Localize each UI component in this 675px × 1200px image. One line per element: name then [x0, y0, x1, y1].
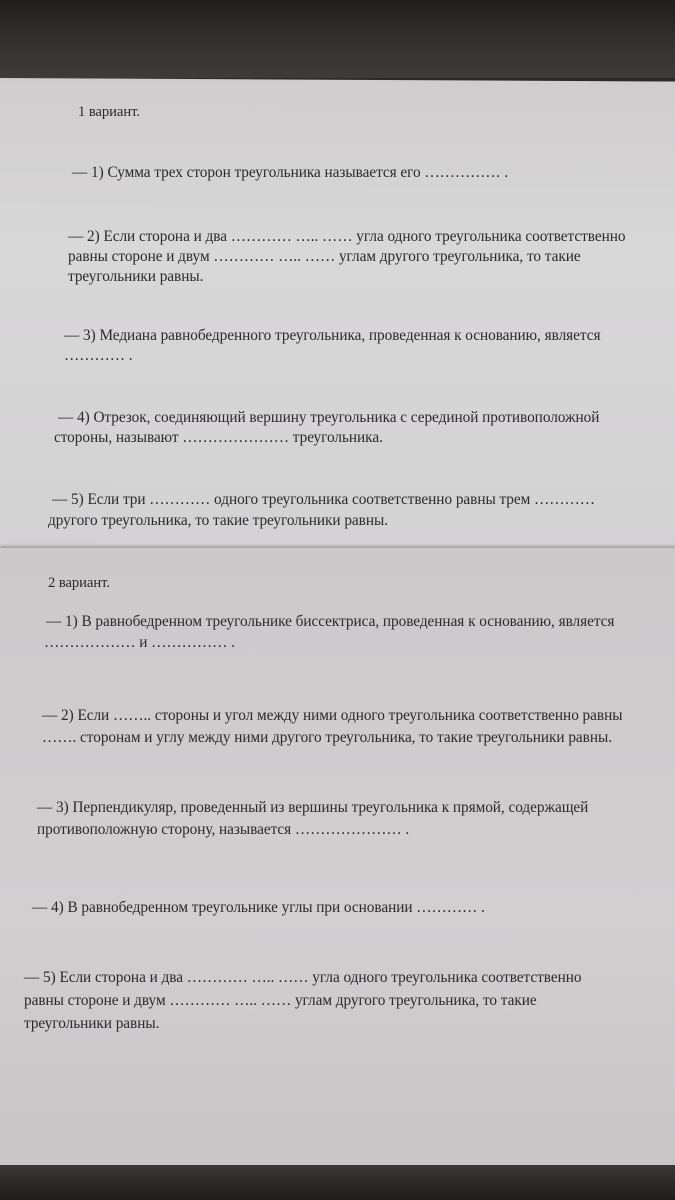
v2-item-5-line-3: треугольники равны.: [24, 1015, 160, 1032]
v2-item-1-line-2: ……………… и …………… .: [44, 634, 235, 651]
v2-item-3-line-2: противоположную сторону, называется ………………… .: [37, 821, 410, 838]
v2-item-3-line-1: — 3) Перпендикуляр, проведенный из вершины треугольника к прямой, содержащей: [37, 799, 589, 816]
variant-2-title: 2 вариант.: [48, 575, 110, 591]
v2-item-1-line-1: — 1) В равнобедренном треугольнике биссектриса, проведенная к основанию, является: [46, 613, 615, 630]
v2-item-4-line-1: — 4) В равнобедренном треугольнике углы при основании ………… .: [32, 899, 485, 916]
v1-item-1-line-1: — 1) Сумма трех сторон треугольника называется его …………… .: [72, 164, 509, 181]
v1-item-4-line-2: стороны, называют ………………… треугольника.: [54, 429, 383, 446]
v1-item-2-line-1: — 2) Если сторона и два ………… ….. …… угла одного треугольника соответственно: [68, 228, 626, 245]
v1-item-2-line-2: равны стороне и двум ………… ….. …… углам другого треугольника, то такие: [68, 248, 581, 265]
background-top: [0, 0, 675, 78]
background-bottom: [0, 1165, 675, 1200]
v2-item-5-line-2: равны стороне и двум ………… ….. …… углам другого треугольника, то такие: [24, 992, 537, 1009]
v2-item-2-line-1: — 2) Если …….. стороны и угол между ними одного треугольника соответственно равны: [42, 707, 623, 724]
v2-item-5-line-1: — 5) Если сторона и два ………… ….. …… угла одного треугольника соответственно: [24, 969, 582, 986]
v1-item-5-line-1: — 5) Если три ………… одного треугольника соответственно равны трем …………: [52, 491, 596, 508]
v1-item-3-line-2: ………… .: [64, 347, 133, 364]
v1-item-3-line-1: — 3) Медиана равнобедренного треугольника, проведенная к основанию, является: [64, 327, 601, 344]
v1-item-5-line-2: другого треугольника, то такие треугольники равны.: [48, 512, 388, 529]
v1-item-4-line-1: — 4) Отрезок, соединяющий вершину треугольника с серединой противоположной: [58, 409, 600, 426]
v1-item-2-line-3: треугольники равны.: [68, 268, 204, 285]
variant-1-title: 1 вариант.: [78, 104, 140, 120]
worksheet-page-1: [0, 78, 675, 560]
v2-item-2-line-2: ……. сторонам и углу между ними другого треугольника, то такие треугольники равны.: [42, 729, 612, 746]
